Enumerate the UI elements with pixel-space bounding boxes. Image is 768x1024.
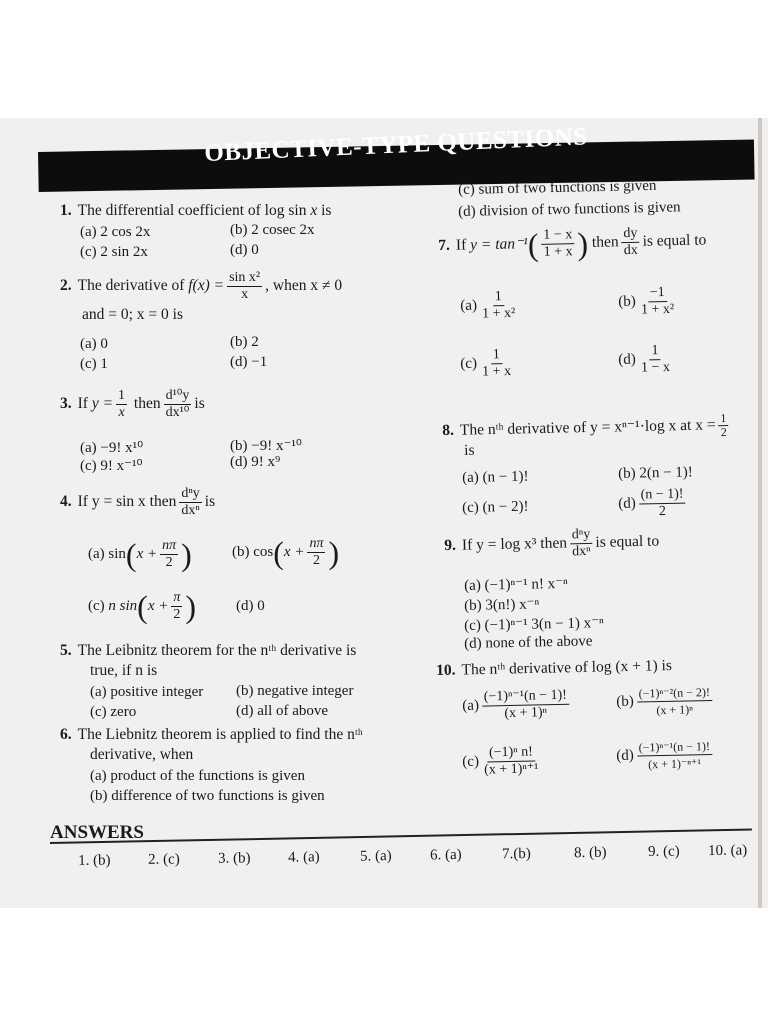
fraction-numerator: 1 — [649, 343, 660, 360]
fraction-denominator: x — [241, 287, 249, 302]
fraction-numerator: π — [173, 590, 181, 605]
fraction — [636, 684, 712, 719]
option-a: (a) 0 — [80, 336, 108, 352]
question-tail: is — [317, 202, 332, 219]
question-then: then — [591, 233, 619, 251]
option-c: (c) n sin(x + $\frac{\pi}{2}$ ) — [88, 588, 197, 625]
option-b: (b) difference of two functions is given — [90, 788, 325, 804]
fraction — [171, 590, 182, 623]
fraction-denominator: (x + 1)ⁿ — [656, 702, 694, 718]
fraction-denominator: (x + 1)ⁿ — [504, 705, 548, 722]
fraction-denominator: 1 + x — [482, 363, 512, 380]
option-label: (a) — [460, 297, 478, 314]
option-d: (d) 9! x⁹ — [230, 454, 281, 470]
question-text: If y = log x³ then — [461, 534, 568, 554]
answers-heading: ANSWERS — [50, 822, 144, 843]
option-label: (d) — [618, 495, 636, 512]
fraction-denominator: dx¹⁰ — [165, 405, 190, 420]
question-tail: is equal to — [642, 231, 707, 250]
option-c — [460, 347, 516, 381]
fraction-denominator: 2 — [312, 553, 320, 568]
question-number: 6. — [60, 726, 72, 743]
option-a — [460, 289, 520, 323]
option-d: (d) 0 — [236, 598, 265, 614]
book-page — [0, 118, 768, 908]
fraction — [480, 347, 514, 381]
question-1 — [60, 202, 331, 220]
fraction-numerator: dⁿy — [181, 486, 200, 501]
fraction-numerator: (−1)ⁿ⁻¹(n − 1)! — [636, 738, 712, 757]
option-function: n sin — [108, 597, 138, 614]
question-5 — [60, 642, 356, 660]
question-6 — [60, 726, 363, 744]
option-function: cos — [253, 543, 274, 560]
fraction-numerator: sin x² — [229, 270, 261, 285]
option-b: (b) 3(n!) x⁻ⁿ — [464, 596, 540, 614]
option-c — [462, 744, 544, 779]
answer-item: 3. (b) — [217, 850, 251, 867]
fraction — [482, 744, 541, 778]
function-label: y = — [91, 395, 114, 413]
question-number: 2. — [60, 277, 72, 295]
fraction — [307, 536, 325, 569]
option-function: sin — [108, 545, 126, 562]
fraction-numerator: nπ — [162, 538, 177, 553]
option-d — [618, 343, 675, 377]
fraction-denominator: 1 + x — [543, 244, 573, 260]
fraction-denominator: dxⁿ — [181, 503, 200, 518]
fraction — [638, 285, 676, 319]
question-tail: is — [194, 395, 205, 413]
fraction — [638, 487, 686, 521]
question-text: The derivative of — [77, 277, 185, 295]
fraction — [636, 738, 712, 773]
option-label: (d) — [618, 351, 636, 368]
answer-item: 4. (a) — [287, 849, 320, 866]
page-edge — [758, 118, 762, 908]
answer-item: 2. (c) — [147, 851, 180, 868]
question-text: The Liebnitz theorem is applied to find the nᵗʰ — [77, 726, 363, 743]
fraction-denominator: 2 — [165, 555, 173, 570]
question-text: The nᵗʰ derivative of y = xⁿ⁻¹·log x at x = — [459, 416, 716, 439]
fraction-numerator: (−1)ⁿ⁻²(n − 2)! — [636, 684, 712, 703]
fraction-numerator: nπ — [309, 536, 324, 551]
option-c: (c) (n − 2)! — [462, 498, 529, 516]
option-argument: x + — [283, 543, 305, 560]
option-c: (c) 2 sin 2x — [80, 244, 148, 260]
option-c: (c) zero — [90, 704, 137, 720]
fraction-denominator: 2 — [173, 607, 181, 622]
option-label: (a) — [462, 697, 480, 714]
fraction-numerator: 1 — [718, 412, 728, 426]
option-a — [462, 688, 572, 723]
fraction-denominator: dxⁿ — [572, 543, 591, 560]
fraction — [160, 538, 178, 571]
option-a: (a) −9! x¹⁰ — [80, 440, 144, 456]
fraction — [638, 343, 672, 377]
answer-item: 5. (a) — [359, 848, 392, 865]
answers-divider — [50, 829, 752, 844]
option-b: (b) 2 — [230, 334, 259, 350]
option-c: (c) 1 — [80, 356, 108, 372]
option-label: (b) — [618, 293, 636, 310]
fraction-numerator: 1 — [118, 388, 126, 403]
fraction-denominator: (x + 1)⁻ⁿ⁺¹ — [648, 756, 702, 772]
option-b: (b) −9! x⁻¹⁰ — [230, 438, 302, 454]
option-a: (a) positive integer — [90, 684, 204, 700]
question-number: 7. — [438, 236, 451, 255]
option-label: (d) — [616, 747, 634, 764]
option-d: (d) −1 — [230, 354, 268, 370]
fraction — [480, 289, 518, 323]
fraction-denominator: 1 + x² — [482, 305, 516, 322]
answer-item: 10. (a) — [707, 842, 748, 860]
fraction — [718, 412, 729, 439]
question-2-line2: and = 0; x = 0 is — [82, 306, 184, 323]
fraction-numerator: dⁿy — [570, 527, 593, 544]
question-2 — [60, 270, 342, 303]
question-number: 9. — [444, 536, 457, 555]
option-d: (d) all of above — [236, 703, 329, 719]
option-c: (c) (−1)ⁿ⁻¹ 3(n − 1) x⁻ⁿ — [464, 615, 604, 634]
fraction — [179, 486, 201, 519]
option-label: (c) — [88, 597, 105, 614]
function-label: f(x) = — [188, 277, 225, 295]
fraction-numerator: 1 — [493, 289, 504, 306]
question-8-line2: is — [464, 441, 475, 459]
fraction-denominator: 2 — [720, 425, 727, 440]
option-label: (c) — [462, 753, 480, 770]
option-a: (a) product of the functions is given — [90, 768, 305, 784]
question-text: If y = sin x then — [77, 493, 177, 511]
fraction-denominator: 2 — [658, 504, 667, 520]
question-6-line2: derivative, when — [90, 746, 194, 763]
option-d — [618, 487, 689, 521]
fraction-numerator: (n − 1)! — [638, 487, 685, 505]
option-c: (c) 9! x⁻¹⁰ — [80, 458, 143, 474]
answer-item: 8. (b) — [573, 844, 607, 862]
fraction — [227, 270, 262, 303]
option-b: (b) 2(n − 1)! — [618, 464, 694, 482]
question-text: The differential coefficient of log sin — [77, 202, 307, 219]
question-tail: is equal to — [595, 532, 660, 551]
option-label: (b) — [232, 543, 250, 560]
option-a: (a) 2 cos 2x — [80, 224, 151, 240]
question-number: 4. — [60, 493, 72, 511]
fraction-denominator: 1 − x — [640, 359, 671, 376]
fraction-numerator: −1 — [648, 285, 667, 302]
fraction — [541, 227, 575, 261]
answer-item: 6. (a) — [429, 846, 462, 864]
fraction-numerator: 1 − x — [541, 227, 574, 245]
question-condition: , when x ≠ 0 — [265, 277, 343, 295]
fraction — [570, 527, 593, 560]
option-a: (a) (n − 1)! — [462, 468, 529, 486]
answer-item: 7.(b) — [501, 845, 531, 863]
option-d — [616, 738, 715, 773]
question-number: 10. — [436, 661, 456, 679]
fraction-denominator: 1 + x² — [640, 301, 675, 318]
option-b: (b) negative integer — [236, 683, 354, 699]
option-c: (c) sum of two functions is given — [458, 177, 657, 198]
fraction-denominator: dx — [623, 242, 638, 259]
option-b: (b) 2 cosec 2x — [230, 222, 315, 238]
option-a: (a) sin(x + $\frac{n\pi}{2}$ ) — [88, 536, 192, 573]
question-10 — [436, 657, 672, 680]
fraction-numerator: 1 — [491, 347, 502, 364]
page-title: OBJECTIVE-TYPE QUESTIONS — [203, 123, 589, 168]
answer-item: 1. (b) — [78, 852, 111, 869]
option-d: (d) 0 — [230, 242, 259, 258]
fraction — [482, 688, 570, 723]
option-b: (b) cos(x + $\frac{n\pi}{2}$ ) — [232, 534, 340, 571]
option-label: (a) — [88, 545, 105, 562]
question-then: then — [133, 395, 161, 413]
question-tail: is — [204, 493, 216, 511]
question-number: 3. — [60, 395, 72, 413]
function-label: y = tan⁻¹ — [469, 235, 529, 254]
fraction — [621, 226, 640, 259]
question-text: The nᵗʰ derivative of log (x + 1) is — [461, 657, 673, 679]
option-argument: x + — [147, 597, 169, 614]
question-8 — [442, 412, 732, 445]
question-number: 1. — [60, 202, 72, 219]
question-number: 8. — [442, 421, 455, 440]
question-5-line2: true, if n is — [90, 662, 158, 679]
answer-item: 9. (c) — [647, 843, 680, 861]
fraction-denominator: (x + 1)ⁿ⁺¹ — [484, 761, 539, 778]
fraction — [164, 388, 192, 421]
fraction-numerator: d¹⁰y — [165, 388, 190, 403]
question-text: If — [77, 395, 88, 413]
option-b — [616, 684, 715, 719]
question-7: 7. If y = tan⁻¹( $\frac{1 - x}{1 + x}$ ) then $\frac{dy}{dx}$ is equal to — [438, 225, 707, 263]
question-variable: x — [310, 202, 318, 219]
option-d: (d) none of the above — [464, 633, 593, 652]
option-label: (c) — [460, 355, 478, 372]
option-a: (a) (−1)ⁿ⁻¹ n! x⁻ⁿ — [464, 575, 568, 594]
answers-list — [78, 842, 758, 875]
question-3 — [60, 388, 205, 421]
question-4 — [60, 486, 215, 519]
question-9 — [444, 526, 660, 563]
option-label: (b) — [616, 693, 634, 710]
option-b — [618, 285, 679, 319]
fraction-numerator: (−1)ⁿ⁻¹(n − 1)! — [482, 688, 569, 707]
fraction-denominator: x — [118, 405, 125, 420]
fraction-numerator: dy — [621, 226, 639, 243]
fraction-numerator: (−1)ⁿ n! — [487, 744, 535, 762]
fraction — [116, 388, 127, 421]
question-text: If — [455, 236, 467, 254]
option-argument: x + — [136, 545, 158, 562]
option-d: (d) division of two functions is given — [458, 199, 681, 220]
question-number: 5. — [60, 642, 72, 659]
question-text: The Leibnitz theorem for the nᵗʰ derivative is — [77, 642, 357, 659]
